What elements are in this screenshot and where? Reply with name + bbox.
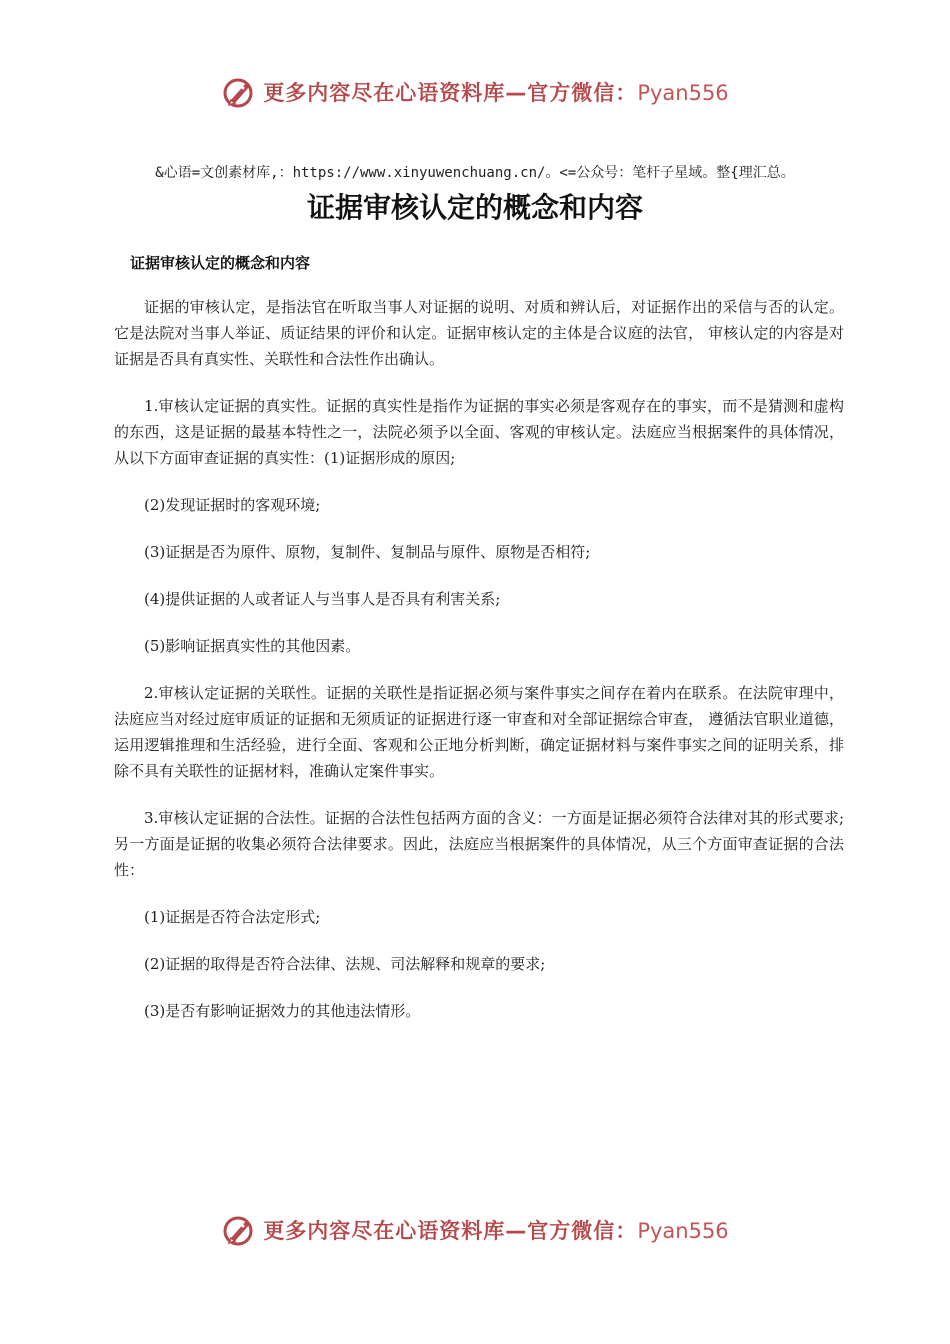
paragraph: (3)是否有影响证据效力的其他违法情形。 bbox=[144, 1002, 421, 1020]
paragraph: (4)提供证据的人或者证人与当事人是否具有利害关系; bbox=[144, 590, 501, 608]
section-subtitle: 证据审核认定的概念和内容 bbox=[130, 254, 311, 272]
pen-logo-icon bbox=[221, 1212, 257, 1248]
banner-text bbox=[263, 77, 728, 107]
paragraph: 2.审核认定证据的关联性。证据的关联性是指证据必须与案件事实之间存在着内在联系。在法院审理中，法庭应当对经过庭审质证的证据和无须质证的证据进行逐一审查和对全部证据综合审查， 遵循法官职业道德，运用逻辑推理和生活经验，进行全面、客观和公正地分析判断，确定证据材料与案件事实之间的证明关系，排除不具有关联性的证据材料，准确认定案件事实。 bbox=[114, 684, 844, 780]
header-banner bbox=[0, 70, 950, 114]
paragraph: (2)证据的取得是否符合法律、法规、司法解释和规章的要求; bbox=[144, 955, 546, 973]
paragraph: 3.审核认定证据的合法性。证据的合法性包括两方面的含义：一方面是证据必须符合法律对其的形式要求;另一方面是证据的收集必须符合法律要求。因此，法庭应当根据案件的具体情况，从三个方面审查证据的合法性： bbox=[114, 809, 844, 879]
paragraph: (3)证据是否为原件、原物，复制件、复制品与原件、原物是否相符; bbox=[144, 543, 591, 561]
banner-text bbox=[263, 1215, 728, 1245]
banner-slogan: 更多内容尽在心语资料库—官方微信： bbox=[263, 81, 638, 105]
source-line: &心语=文创素材库,：https://www.xinyuwenchuang.cn/。<=公众号：笔杆子星域。整{理汇总。 bbox=[155, 165, 795, 181]
document-body bbox=[114, 294, 844, 1045]
banner-wechat-id: Pyan556 bbox=[637, 81, 729, 105]
paragraph: 1.审核认定证据的真实性。证据的真实性是指作为证据的事实必须是客观存在的事实，而不是猜测和虚构的东西，这是证据的最基本特性之一，法院必须予以全面、客观的审核认定。法庭应当根据案件的具体情况，从以下方面审查证据的真实性：(1)证据形成的原因; bbox=[114, 397, 844, 467]
document-title: 证据审核认定的概念和内容 bbox=[306, 191, 643, 224]
paragraph: (1)证据是否符合法定形式; bbox=[144, 908, 321, 926]
paragraph: (2)发现证据时的客观环境; bbox=[144, 496, 321, 514]
paragraph: 证据的审核认定，是指法官在听取当事人对证据的说明、对质和辨认后，对证据作出的采信与否的认定。它是法院对当事人举证、质证结果的评价和认定。证据审核认定的主体是合议庭的法官， 审核认定的内容是对证据是否具有真实性、关联性和合法性作出确认。 bbox=[114, 298, 844, 368]
banner-slogan: 更多内容尽在心语资料库—官方微信： bbox=[263, 1219, 638, 1243]
pen-logo-icon bbox=[221, 74, 257, 110]
banner-wechat-id: Pyan556 bbox=[637, 1219, 729, 1243]
footer-banner bbox=[0, 1208, 950, 1252]
paragraph: (5)影响证据真实性的其他因素。 bbox=[144, 637, 361, 655]
